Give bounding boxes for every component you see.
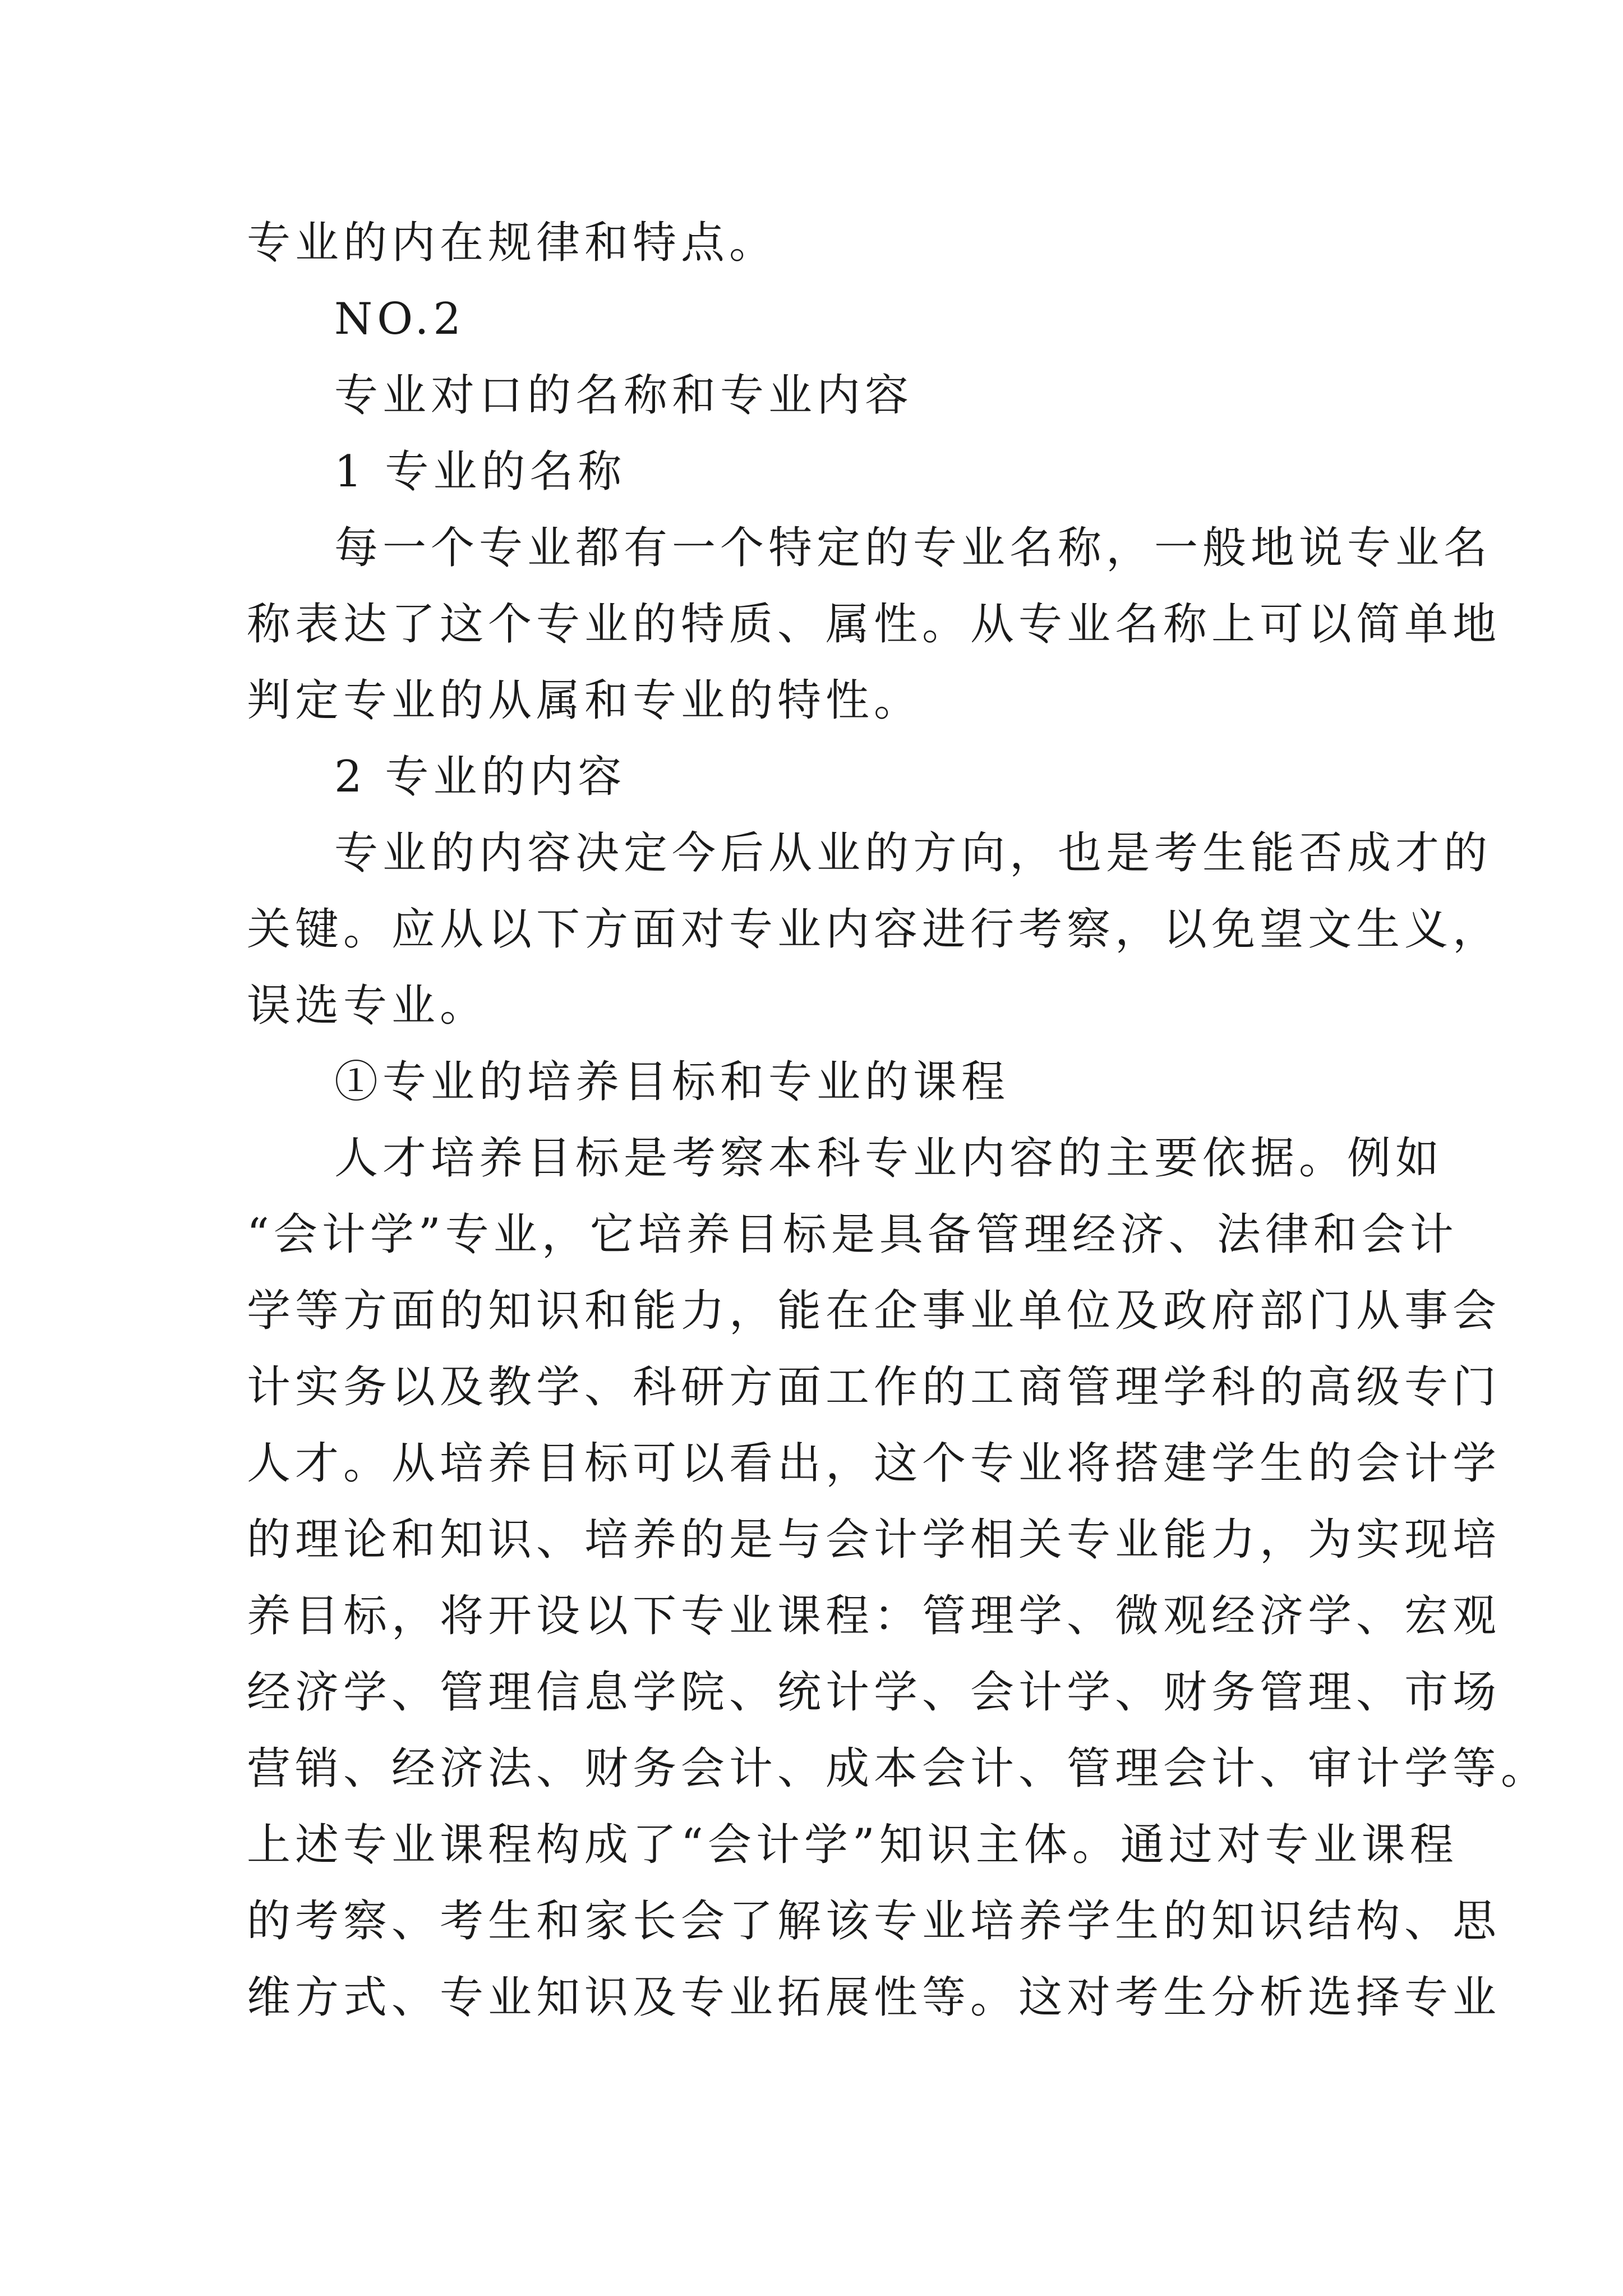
text-line: 学等方面的知识和能力，能在企事业单位及政府部门从事会 xyxy=(247,1286,1501,1336)
document-body xyxy=(247,205,1550,2036)
text-line: 计实务以及教学、科研方面工作的工商管理学科的高级专门 xyxy=(247,1362,1501,1412)
text-line: 经济学、管理信息学院、统计学、会计学、财务管理、市场 xyxy=(247,1667,1501,1718)
text-line: 上述专业课程构成了“会计学”知识主体。通过对专业课程 xyxy=(247,1820,1458,1870)
list-item-heading: ①专业的培养目标和专业的课程 xyxy=(334,1057,1010,1107)
text-line: 误选专业。 xyxy=(247,981,488,1031)
text-line: 判定专业的从属和专业的特性。 xyxy=(247,675,923,726)
text-line: 养目标，将开设以下专业课程：管理学、微观经济学、宏观 xyxy=(247,1591,1501,1641)
section-number: NO.2 xyxy=(334,294,466,344)
section-heading: 专业对口的名称和专业内容 xyxy=(334,370,914,421)
subsection-heading: 1 专业的名称 xyxy=(334,447,626,497)
text-line: 关键。应从以下方面对专业内容进行考察，以免望文生义， xyxy=(247,904,1501,955)
text-line: 人才。从培养目标可以看出，这个专业将搭建学生的会计学 xyxy=(247,1438,1501,1489)
text-line: 专业的内在规律和特点。 xyxy=(247,218,778,268)
text-line: 每一个专业都有一个特定的专业名称，一般地说专业名 xyxy=(334,523,1492,573)
text-line: 的理论和知识、培养的是与会计学相关专业能力，为实现培 xyxy=(247,1515,1501,1565)
text-line: “会计学”专业，它培养目标是具备管理经济、法律和会计 xyxy=(247,1209,1458,1260)
text-line: 营销、经济法、财务会计、成本会计、管理会计、审计学等。 xyxy=(247,1743,1550,1794)
text-line: 的考察、考生和家长会了解该专业培养学生的知识结构、思 xyxy=(247,1896,1501,1947)
text-line: 称表达了这个专业的特质、属性。从专业名称上可以简单地 xyxy=(247,599,1501,650)
text-line: 维方式、专业知识及专业拓展性等。这对考生分析选择专业 xyxy=(247,1972,1501,2023)
text-line: 人才培养目标是考察本科专业内容的主要依据。例如 xyxy=(334,1133,1444,1184)
text-line: 专业的内容决定今后从业的方向，也是考生能否成才的 xyxy=(334,828,1492,878)
subsection-heading: 2 专业的内容 xyxy=(334,752,626,802)
